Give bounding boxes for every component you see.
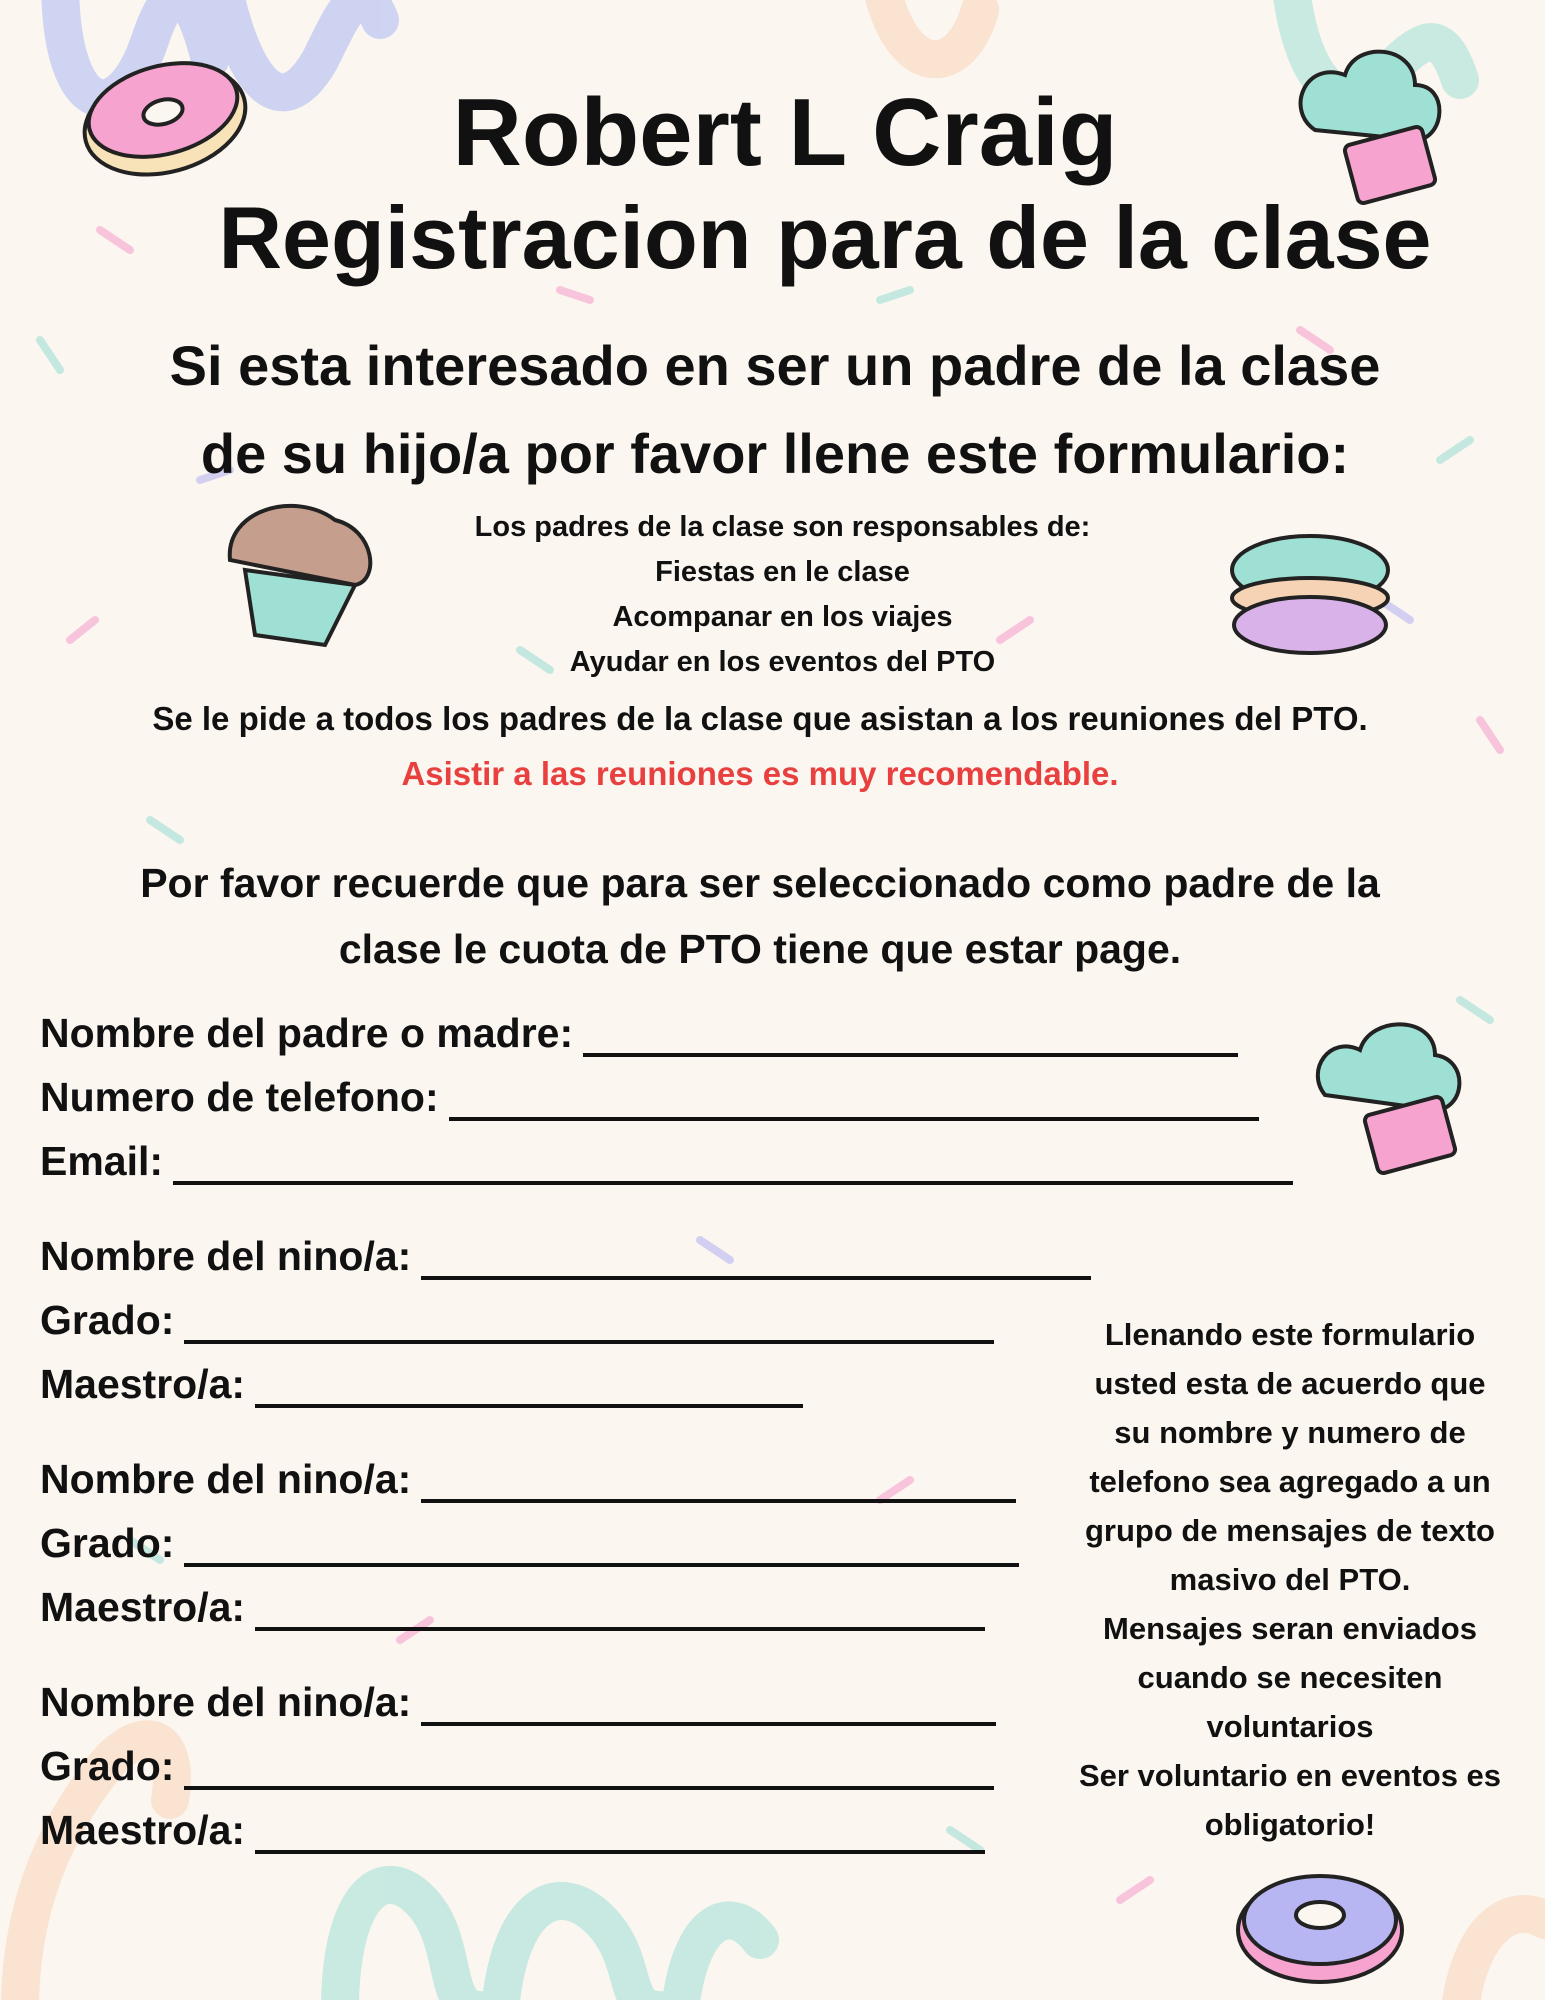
consent-line: Ser voluntario en eventos es	[1078, 1758, 1502, 1793]
field-label: Nombre del nino/a:	[40, 1679, 412, 1725]
intro-line: Si esta interesado en ser un padre de la clase	[169, 334, 1381, 397]
parent-name-field[interactable]	[40, 1010, 1238, 1057]
meeting-highlight: Asistir a las reuniones es muy recomendable.	[401, 755, 1119, 792]
teacher-field[interactable]	[40, 1361, 803, 1408]
consent-line: cuando se necesiten	[1137, 1660, 1443, 1695]
grade-field[interactable]	[40, 1520, 1019, 1567]
teacher-field[interactable]	[40, 1584, 985, 1631]
field-blank[interactable]	[184, 1748, 994, 1790]
list-item: Fiestas en le clase	[655, 556, 910, 588]
child-name-field[interactable]	[40, 1233, 1091, 1280]
teacher-field[interactable]	[40, 1807, 985, 1854]
field-blank[interactable]	[421, 1461, 1016, 1503]
reminder-line: clase le cuota de PTO tiene que estar page.	[338, 926, 1182, 972]
field-blank[interactable]	[173, 1143, 1293, 1185]
consent-line: telefono sea agregado a un	[1089, 1464, 1491, 1499]
field-blank[interactable]	[255, 1589, 985, 1631]
reminder-line: Por favor recuerde que para ser seleccionado como padre de la	[140, 860, 1380, 906]
child-name-field[interactable]	[40, 1456, 1016, 1503]
field-label: Maestro/a:	[40, 1584, 246, 1630]
field-blank[interactable]	[421, 1238, 1091, 1280]
grade-field[interactable]	[40, 1743, 994, 1790]
field-label: Email:	[40, 1138, 164, 1184]
macaron-icon	[1225, 530, 1395, 660]
list-item: Acompanar en los viajes	[612, 601, 953, 633]
consent-line: Mensajes seran enviados	[1103, 1611, 1477, 1646]
field-label: Maestro/a:	[40, 1807, 246, 1853]
field-blank[interactable]	[184, 1302, 994, 1344]
field-label: Nombre del padre o madre:	[40, 1010, 574, 1056]
field-label: Grado:	[40, 1743, 175, 1789]
consent-line: voluntarios	[1206, 1709, 1374, 1744]
consent-line: su nombre y numero de	[1114, 1415, 1466, 1450]
donut-icon	[75, 50, 255, 180]
list-item: Ayudar en los eventos del PTO	[569, 646, 996, 678]
field-blank[interactable]	[184, 1525, 1019, 1567]
field-blank[interactable]	[449, 1079, 1259, 1121]
phone-field[interactable]	[40, 1074, 1259, 1121]
consent-line: Llenando este formulario	[1104, 1317, 1476, 1352]
responsibilities-list	[340, 505, 1225, 685]
field-blank[interactable]	[421, 1684, 996, 1726]
email-field[interactable]	[40, 1138, 1293, 1185]
meeting-note: Se le pide a todos los padres de la clase que asistan a los reuniones del PTO.	[152, 700, 1368, 737]
field-label: Nombre del nino/a:	[40, 1233, 412, 1279]
field-label: Maestro/a:	[40, 1361, 246, 1407]
field-label: Grado:	[40, 1520, 175, 1566]
school-name: Robert L Craig	[452, 79, 1118, 186]
field-label: Numero de telefono:	[40, 1074, 439, 1120]
fee-reminder	[40, 850, 1480, 982]
page-title: Registracion para de la clase	[218, 188, 1432, 287]
consent-notice	[1050, 1310, 1530, 1849]
donut-icon	[1230, 1860, 1410, 1990]
field-label: Grado:	[40, 1297, 175, 1343]
chef-hat-icon	[1305, 1010, 1475, 1180]
consent-line: usted esta de acuerdo que	[1094, 1366, 1486, 1401]
consent-line: obligatorio!	[1204, 1807, 1376, 1842]
field-blank[interactable]	[255, 1366, 803, 1408]
field-label: Nombre del nino/a:	[40, 1456, 412, 1502]
responsibilities-heading: Los padres de la clase son responsables de:	[474, 511, 1091, 543]
consent-line: masivo del PTO.	[1169, 1562, 1411, 1597]
grade-field[interactable]	[40, 1297, 994, 1344]
intro-line: de su hijo/a por favor llene este formulario:	[200, 422, 1350, 485]
consent-line: grupo de mensajes de texto	[1085, 1513, 1495, 1548]
field-blank[interactable]	[255, 1812, 985, 1854]
intro-text	[80, 322, 1470, 498]
child-name-field[interactable]	[40, 1679, 996, 1726]
field-blank[interactable]	[583, 1015, 1238, 1057]
